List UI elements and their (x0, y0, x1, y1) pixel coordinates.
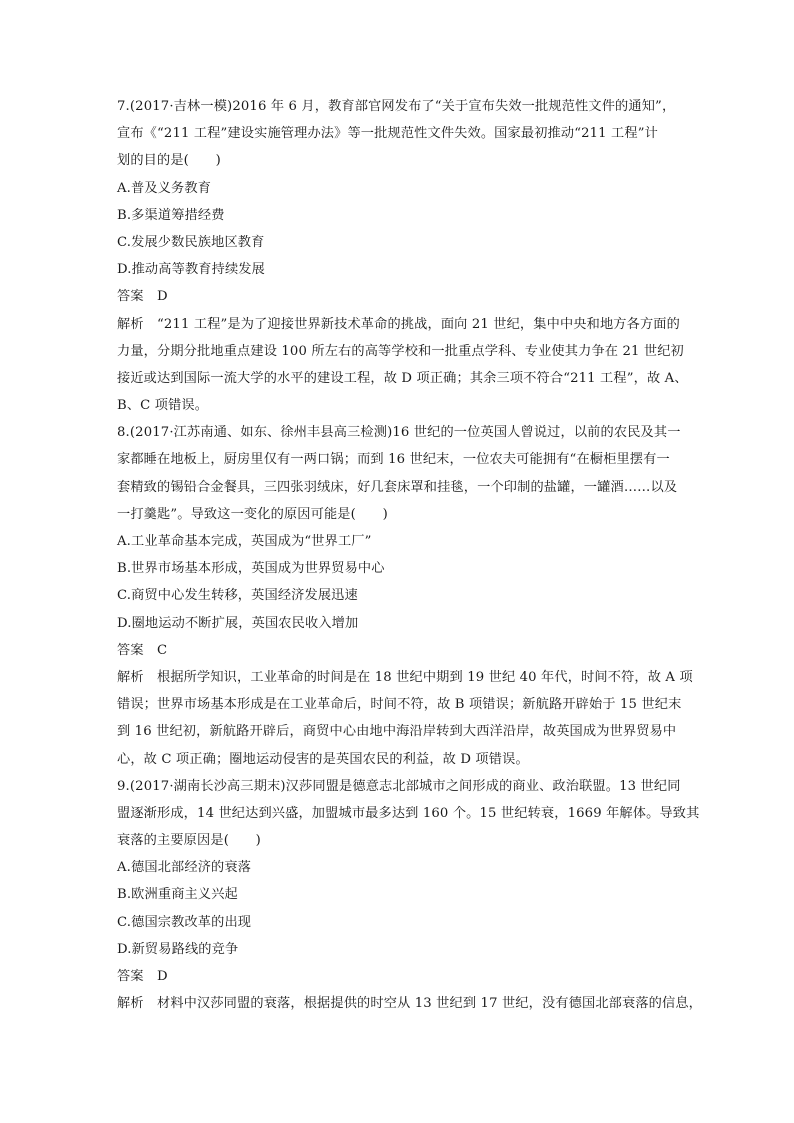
analysis-line: “211 工程”是为了迎接世界新技术革命的挑战，面向 21 世纪，集中中央和地方各方面的 (157, 316, 680, 332)
option-b: B.多渠道筹措经费 (117, 207, 225, 223)
analysis-line: 错误；世界市场基本形成是在工业革命后，时间不符，故 B 项错误；新航路开辟始于 15 世纪末 (117, 697, 682, 713)
analysis-line: 根据所学知识，工业革命的时间是在 18 世纪中期到 19 世纪 40 年代，时间不符，故 A 项 (157, 669, 693, 685)
analysis-line: B、C 项错误。 (117, 398, 209, 414)
option-b: B.欧洲重商主义兴起 (117, 887, 238, 903)
question-stem-line: 盟逐渐形成，14 世纪达到兴盛，加盟城市最多达到 160 个。15 世纪转衰，1669 年解体。导致其 (117, 805, 700, 821)
analysis-label: 解析 (117, 669, 144, 685)
question-9 (117, 773, 703, 1018)
answer-value: D (157, 289, 168, 305)
analysis-line: 力量，分期分批地重点建设 100 所左右的高等学校和一批重点学科、专业使其力争在 21 世纪初 (117, 343, 684, 359)
option-c: C.商贸中心发生转移，英国经济发展迅速 (117, 588, 358, 604)
analysis-row (117, 664, 692, 691)
question-7 (117, 93, 692, 419)
question-stem-line: 宣布《“211 工程”建设实施管理办法》等一批规范性文件失效。国家最初推动“211 工程”计 (117, 126, 658, 142)
answer-value: C (157, 642, 168, 658)
answer-label: 答案 (117, 289, 144, 305)
analysis-label: 解析 (117, 316, 144, 332)
option-d: D.推动高等教育持续发展 (117, 262, 265, 278)
analysis-label: 解析 (117, 996, 144, 1012)
option-b: B.世界市场基本形成，英国成为世界贸易中心 (117, 561, 385, 577)
analysis-row (117, 990, 703, 1017)
analysis-row (117, 311, 692, 338)
option-d: D.圈地运动不断扩展，英国农民收入增加 (117, 615, 359, 631)
option-a: A.普及义务教育 (117, 180, 212, 196)
question-stem-line: 家都睡在地板上，厨房里仅有一两口锅；而到 16 世纪末，一位农夫可能拥有“在橱柜里摆有一 (117, 452, 670, 468)
question-stem-line: 衰落的主要原因是( ) (117, 833, 261, 849)
option-c: C.德国宗教改革的出现 (117, 914, 252, 930)
document-page (117, 93, 703, 1017)
question-8 (117, 419, 692, 772)
question-stem-line: 7.(2017·吉林一模)2016 年 6 月，教育部官网发布了“关于宣布失效一批规范性文件的通知”， (117, 99, 676, 114)
question-stem-line: 套精致的锡铅合金餐具，三四张羽绒床，好几套床罩和挂毯，一个印制的盐罐，一罐酒……以及 (117, 479, 678, 495)
analysis-line: 材料中汉莎同盟的衰落，根据提供的时空从 13 世纪到 17 世纪，没有德国北部衰落的信息， (157, 996, 703, 1012)
question-stem-line: 9.(2017·湖南长沙高三期末)汉莎同盟是德意志北部城市之间形成的商业、政治联盟。13 世纪同 (117, 778, 681, 794)
option-d: D.新贸易路线的竞争 (117, 941, 239, 957)
answer-value: D (157, 969, 168, 984)
answer-row (117, 963, 692, 990)
answer-row (117, 283, 692, 310)
answer-label: 答案 (117, 642, 144, 658)
option-c: C.发展少数民族地区教育 (117, 234, 265, 250)
analysis-line: 接近或达到国际一流大学的水平的建设工程，故 D 项正确；其余三项不符合“211 工程”，故 A、 (117, 370, 688, 386)
option-a: A.工业革命基本完成，英国成为“世界工厂” (117, 534, 372, 549)
analysis-line: 心，故 C 项正确；圈地运动侵害的是英国农民的利益，故 D 项错误。 (117, 751, 529, 767)
option-a: A.德国北部经济的衰落 (117, 860, 252, 876)
question-stem-line: 8.(2017·江苏南通、如东、徐州丰县高三检测)16 世纪的一位英国人曾说过，以前的农民及其一 (117, 425, 681, 441)
analysis-line: 到 16 世纪初，新航路开辟后，商贸中心由地中海沿岸转到大西洋沿岸，故英国成为世界贸易中 (117, 724, 677, 740)
question-stem-line: 一打羹匙”。导致这一变化的原因可能是( ) (117, 506, 388, 522)
answer-row (117, 637, 692, 664)
answer-label: 答案 (117, 969, 144, 984)
question-stem-line: 划的目的是( ) (117, 153, 221, 169)
